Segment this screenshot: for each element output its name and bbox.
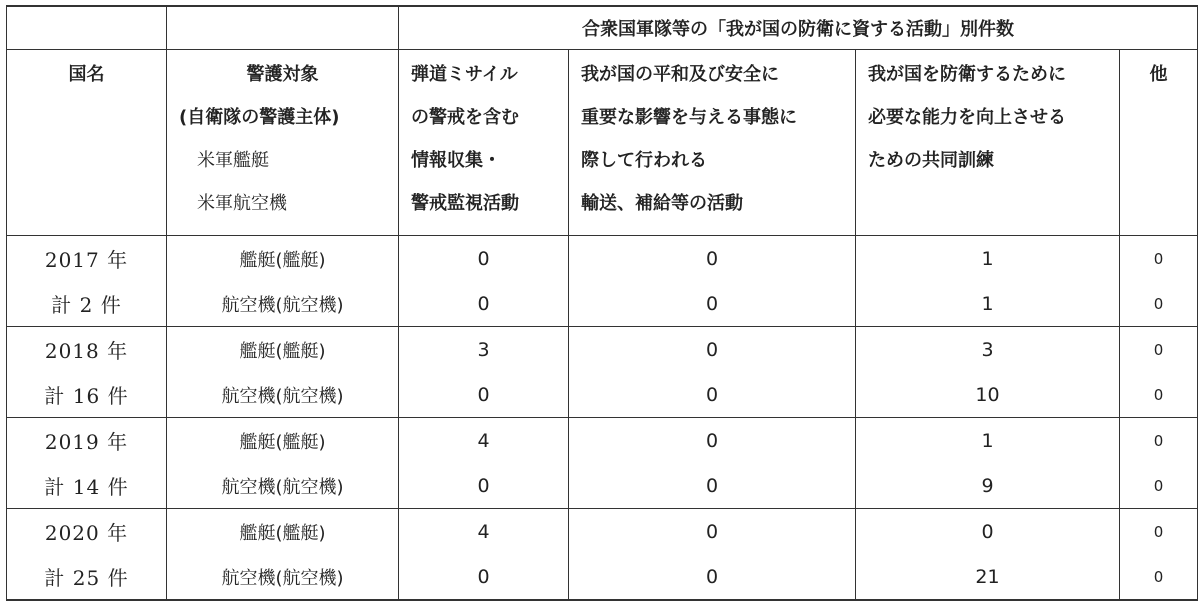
target-cell: 艦艇(艦艇) (167, 509, 399, 555)
header-peace-line: 重要な影響を与える事態に (581, 107, 797, 128)
activity-count-table (6, 5, 1198, 601)
header-missile-line: 警戒監視活動 (411, 193, 519, 214)
training-count: 1 (856, 281, 1120, 327)
other-count: 0 (1120, 281, 1198, 327)
year-cell: 2019 年 (7, 418, 167, 464)
other-count: 0 (1120, 372, 1198, 418)
header-peace-line: 際して行われる (581, 150, 707, 171)
header-training-cell (856, 50, 1120, 236)
year-cell: 2020 年 (7, 509, 167, 555)
table-row (7, 281, 1198, 327)
header-target-sub2: 米軍航空機 (197, 193, 287, 214)
header-target-line1: 警護対象 (246, 64, 319, 85)
total-cell: 計 25 件 (7, 554, 167, 600)
missile-count: 4 (399, 418, 569, 464)
peace-count: 0 (569, 554, 856, 600)
total-cell: 計 14 件 (7, 463, 167, 509)
header-peace-cell (569, 50, 856, 236)
header-target-line2: (自衛隊の警護主体) (179, 107, 340, 128)
target-cell: 航空機(航空機) (167, 281, 399, 327)
header-missile-cell (399, 50, 569, 236)
target-cell: 艦艇(艦艇) (167, 236, 399, 282)
target-cell: 航空機(航空機) (167, 372, 399, 418)
missile-count: 0 (399, 463, 569, 509)
missile-count: 0 (399, 281, 569, 327)
other-count: 0 (1120, 418, 1198, 464)
training-count: 0 (856, 509, 1120, 555)
total-cell: 計 16 件 (7, 372, 167, 418)
header-other-cell (1120, 50, 1198, 236)
table-row (7, 418, 1198, 464)
header-training-line: 我が国を防衛するために (868, 64, 1066, 85)
header-missile-line: 弾道ミサイル (411, 64, 518, 85)
header-blank-country (7, 6, 167, 50)
header-peace-line: 輸送、補給等の活動 (581, 193, 743, 214)
peace-count: 0 (569, 463, 856, 509)
year-cell: 2018 年 (7, 327, 167, 373)
header-target-cell (167, 50, 399, 236)
target-cell: 艦艇(艦艇) (167, 327, 399, 373)
table-row (7, 509, 1198, 555)
training-count: 3 (856, 327, 1120, 373)
target-cell: 航空機(航空機) (167, 554, 399, 600)
table-row (7, 327, 1198, 373)
table-row (7, 236, 1198, 282)
header-missile-line: 情報収集・ (411, 150, 501, 171)
target-cell: 艦艇(艦艇) (167, 418, 399, 464)
header-missile-line: の警戒を含む (411, 107, 519, 128)
target-cell: 航空機(航空機) (167, 463, 399, 509)
total-cell: 計 2 件 (7, 281, 167, 327)
header-training-line: 必要な能力を向上させる (868, 107, 1066, 128)
table-row (7, 463, 1198, 509)
peace-count: 0 (569, 281, 856, 327)
training-count: 1 (856, 418, 1120, 464)
peace-count: 0 (569, 236, 856, 282)
peace-count: 0 (569, 509, 856, 555)
missile-count: 0 (399, 372, 569, 418)
missile-count: 0 (399, 236, 569, 282)
training-count: 10 (856, 372, 1120, 418)
header-peace-line: 我が国の平和及び安全に (581, 64, 779, 85)
other-count: 0 (1120, 554, 1198, 600)
table-row (7, 554, 1198, 600)
peace-count: 0 (569, 418, 856, 464)
other-count: 0 (1120, 463, 1198, 509)
header-target-sub1: 米軍艦艇 (197, 150, 269, 171)
training-count: 9 (856, 463, 1120, 509)
header-country-label: 国名 (68, 64, 105, 85)
missile-count: 3 (399, 327, 569, 373)
other-count: 0 (1120, 236, 1198, 282)
header-span-title: 合衆国軍隊等の「我が国の防衛に資する活動」別件数 (399, 6, 1198, 50)
header-other-label: 他 (1149, 64, 1168, 85)
header-training-line: ための共同訓練 (868, 150, 994, 171)
missile-count: 0 (399, 554, 569, 600)
other-count: 0 (1120, 327, 1198, 373)
training-count: 1 (856, 236, 1120, 282)
year-cell: 2017 年 (7, 236, 167, 282)
training-count: 21 (856, 554, 1120, 600)
missile-count: 4 (399, 509, 569, 555)
peace-count: 0 (569, 327, 856, 373)
header-blank-target (167, 6, 399, 50)
other-count: 0 (1120, 509, 1198, 555)
peace-count: 0 (569, 372, 856, 418)
table-row (7, 372, 1198, 418)
header-country-cell (7, 50, 167, 236)
